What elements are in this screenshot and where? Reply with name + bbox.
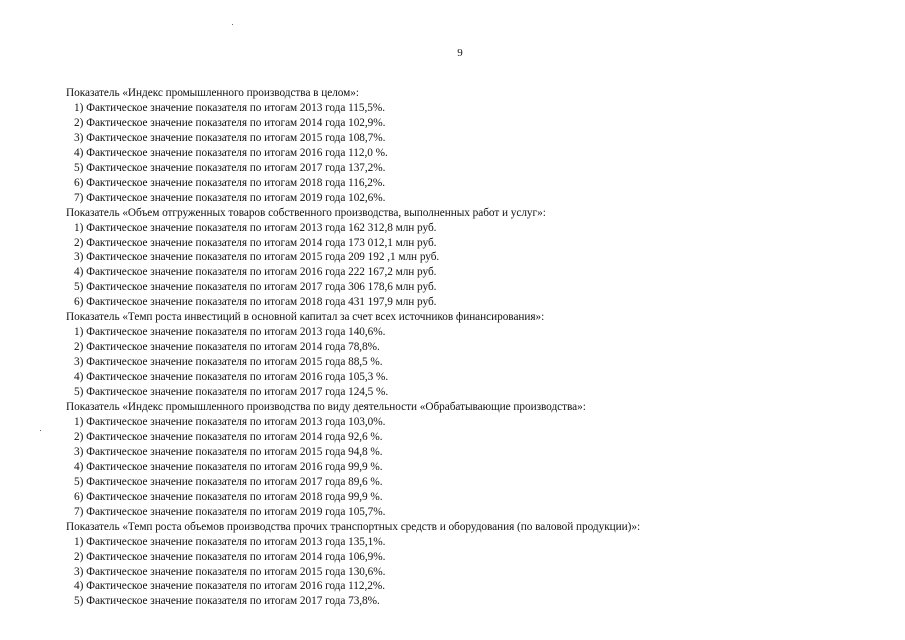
indicator-value-item: 3) Фактическое значение показателя по итогам 2015 года 130,6%. [74, 565, 386, 578]
indicator-value-item: 4) Фактическое значение показателя по итогам 2016 года 112,0 %. [74, 146, 388, 159]
indicator-values-list [66, 325, 896, 400]
indicator-value-item: 1) Фактическое значение показателя по итогам 2013 года 135,1%. [74, 535, 386, 548]
indicator-value-item: 4) Фактическое значение показателя по итогам 2016 года 222 167,2 млн руб. [74, 266, 437, 279]
indicator-value-item: 1) Фактическое значение показателя по итогам 2013 года 115,5%. [74, 101, 385, 114]
indicator-value-item: 1) Фактическое значение показателя по итогам 2013 года 140,6%. [74, 326, 386, 339]
indicator-heading: Показатель «Индекс промышленного производства в целом»: [66, 87, 359, 99]
indicator-heading: Показатель «Темп роста инвестиций в основной капитал за счет всех источников финансирования»: [66, 311, 545, 324]
indicator-values-list [66, 415, 896, 520]
indicator-value-item: 4) Фактическое значение показателя по итогам 2016 года 112,2%. [74, 580, 385, 593]
indicator-value-item: 2) Фактическое значение показателя по итогам 2014 года 92,6 %. [74, 430, 383, 443]
indicator-heading: Показатель «Темп роста объемов производства прочих транспортных средств и оборудования (по валовой продукции)»: [66, 520, 641, 533]
indicator-value-item: 3) Фактическое значение показателя по итогам 2015 года 88,5 %. [74, 356, 383, 369]
indicator-value-item: 2) Фактическое значение показателя по итогам 2014 года 173 012,1 млн руб. [74, 236, 437, 249]
indicator-value-item: 2) Фактическое значение показателя по итогам 2014 года 106,9%. [74, 550, 386, 563]
indicator-values-list [66, 535, 896, 610]
indicator-value-item: 3) Фактическое значение показателя по итогам 2015 года 209 192 ,1 млн руб. [74, 251, 440, 264]
indicator-value-item: 6) Фактическое значение показателя по итогам 2018 года 99,9 %. [74, 490, 383, 503]
indicator-values-list [66, 101, 896, 206]
indicator-value-item: 5) Фактическое значение показателя по итогам 2017 года 137,2%. [74, 161, 386, 174]
indicator-value-item: 4) Фактическое значение показателя по итогам 2016 года 99,9 %. [74, 460, 383, 473]
indicator-value-item: 3) Фактическое значение показателя по итогам 2015 года 108,7%. [74, 131, 386, 144]
indicator-value-item: 2) Фактическое значение показателя по итогам 2014 года 78,8%. [74, 341, 380, 354]
indicator-value-item: 5) Фактическое значение показателя по итогам 2017 года 306 178,6 млн руб. [74, 281, 437, 294]
scan-speck [232, 24, 233, 25]
indicator-value-item: 5) Фактическое значение показателя по итогам 2017 года 89,6 %. [74, 475, 383, 488]
page-number: 9 [457, 47, 463, 59]
indicator-value-item: 1) Фактическое значение показателя по итогам 2013 года 162 312,8 млн руб. [74, 221, 437, 234]
indicator-value-item: 2) Фактическое значение показателя по итогам 2014 года 102,9%. [74, 116, 386, 129]
indicator-value-item: 4) Фактическое значение показателя по итогам 2016 года 105,3 %. [74, 371, 389, 384]
indicator-value-item: 7) Фактическое значение показателя по итогам 2019 года 105,7%. [74, 505, 386, 518]
indicator-value-item: 5) Фактическое значение показателя по итогам 2017 года 124,5 %. [74, 386, 389, 399]
scan-speck [40, 430, 41, 431]
indicator-heading: Показатель «Индекс промышленного производства по виду деятельности «Обрабатывающие производства»: [66, 401, 586, 414]
indicator-value-item: 6) Фактическое значение показателя по итогам 2018 года 116,2%. [74, 176, 385, 189]
indicator-heading: Показатель «Объем отгруженных товаров собственного производства, выполненных работ и услуг»: [66, 206, 546, 219]
indicator-value-item: 5) Фактическое значение показателя по итогам 2017 года 73,8%. [74, 595, 380, 608]
indicator-value-item: 7) Фактическое значение показателя по итогам 2019 года 102,6%. [74, 191, 386, 204]
indicator-value-item: 3) Фактическое значение показателя по итогам 2015 года 94,8 %. [74, 445, 383, 458]
indicator-values-list [66, 221, 896, 311]
indicator-value-item: 1) Фактическое значение показателя по итогам 2013 года 103,0%. [74, 415, 386, 428]
indicator-value-item: 6) Фактическое значение показателя по итогам 2018 года 431 197,9 млн руб. [74, 296, 437, 309]
document-body [66, 86, 896, 609]
